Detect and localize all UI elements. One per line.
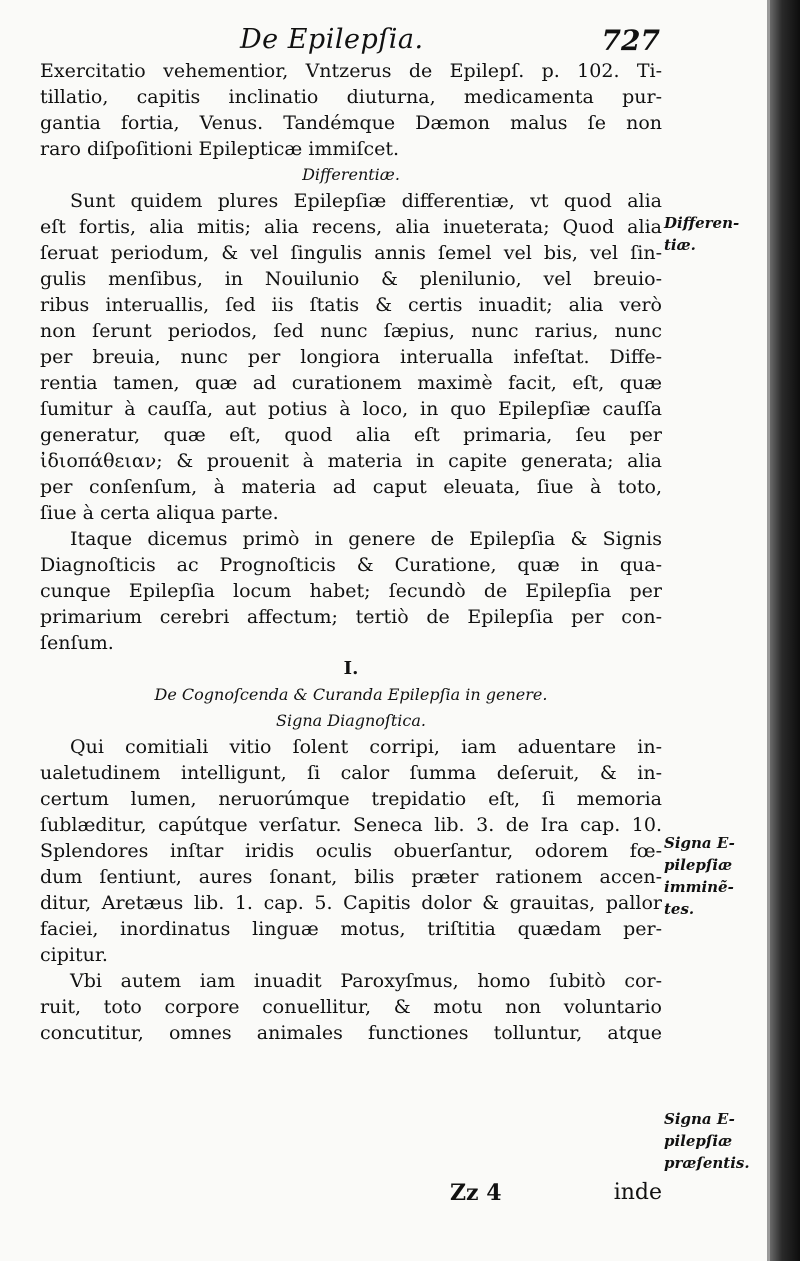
text-line: Splendores inſtar iridis oculis obuerſantur, odorem fœ- [40, 840, 662, 862]
text-line: Exercitatio vehementior, Vntzerus de Epilepſ. p. 102. Ti- [40, 60, 662, 82]
section-heading: Signa Diagnoſtica. [276, 711, 426, 730]
text-line: ſublæditur, capútque verſatur. Seneca lib. 3. de Ira cap. 10. [40, 814, 662, 836]
text-line: per breuia, nunc per longiora interualla infeſtat. Diffe- [40, 346, 662, 368]
catchword: inde [613, 1180, 662, 1205]
text-line: raro diſpoſitioni Epilepticæ immiſcet. [40, 138, 400, 160]
text-line: ditur, Aretæus lib. 1. cap. 5. Capitis dolor & grauitas, pallor [40, 892, 662, 914]
margin-note-signa-imminentes: Signa E- pilepſiæ imminẽ- tes. [664, 834, 735, 918]
section-heading: I. [343, 658, 359, 679]
text-line: per conſenſum, à materia ad caput eleuata, ſiue à toto, [40, 476, 662, 498]
page-footer [40, 1180, 662, 1214]
signature-mark: Zz 4 [450, 1180, 502, 1206]
text-line: ſiue à certa aliqua parte. [40, 502, 279, 524]
text-line: Itaque dicemus primò in genere de Epilepſia & Signis [70, 528, 662, 550]
body-text [40, 58, 662, 1046]
section-heading: De Cognoſcenda & Curanda Epilepſia in genere. [154, 685, 548, 704]
text-line: concutitur, omnes animales functiones tolluntur, atque [40, 1022, 662, 1044]
section-heading: Differentiæ. [302, 165, 400, 184]
text-line: non ſerunt periodos, ſed nunc ſæpius, nunc rarius, nunc [40, 320, 662, 342]
text-line: faciei, inordinatus linguæ motus, triſtitia quædam per- [40, 918, 662, 940]
text-line: tillatio, capitis inclinatio diuturna, medicamenta pur- [40, 86, 662, 108]
text-line: ualetudinem intelligunt, ſi calor ſumma deſeruit, & in- [40, 762, 662, 784]
text-line: cipitur. [40, 944, 108, 966]
text-line: rentia tamen, quæ ad curationem maximè facit, eſt, quæ [40, 372, 662, 394]
text-line: Qui comitiali vitio ſolent corripi, iam aduentare in- [70, 736, 662, 758]
text-line: dum ſentiunt, aures ſonant, bilis præter rationem accen- [40, 866, 662, 888]
text-line: Sunt quidem plures Epilepſiæ differentiæ, vt quod alia [70, 190, 662, 212]
book-spine [770, 0, 800, 1261]
text-line: generatur, quæ eſt, quod alia eſt primaria, ſeu per [40, 424, 662, 446]
page-number: 727 [601, 24, 660, 57]
text-line: gulis menſibus, in Nouilunio & plenilunio, vel breuio- [40, 268, 662, 290]
running-title: De Epilepſia. [240, 24, 424, 55]
text-line: Diagnoſticis ac Prognoſticis & Curatione, quæ in qua- [40, 554, 662, 576]
text-line: ἰδιοπάθειαν; & prouenit à materia in capite generata; alia [40, 450, 662, 472]
text-line: ſumitur à cauſſa, aut potius à loco, in quo Epilepſiæ cauſſa [40, 398, 662, 420]
text-line: Vbi autem iam inuadit Paroxyſmus, homo ſubitò cor- [70, 970, 662, 992]
text-line: gantia fortia, Venus. Tandémque Dæmon malus ſe non [40, 112, 662, 134]
text-line: ſeruat periodum, & vel ſingulis annis ſemel vel bis, vel ſin- [40, 242, 662, 264]
text-line: primarium cerebri affectum; tertiò de Epilepſia per con- [40, 606, 662, 628]
text-line: ruit, toto corpore conuellitur, & motu non voluntario [40, 996, 662, 1018]
text-line: ſenſum. [40, 632, 114, 654]
text-line: cunque Epilepſia locum habet; ſecundò de Epilepſia per [40, 580, 662, 602]
text-line: certum lumen, neruorúmque trepidatio eſt, ſi memoria [40, 788, 662, 810]
margin-note-signa-praesentis: Signa E- pilepſiæ præſentis. [664, 1110, 750, 1172]
margin-note-differentiae: Differen- tiæ. [664, 214, 740, 254]
text-line: ribus interuallis, ſed iis ſtatis & certis inuadit; alia verò [40, 294, 662, 316]
text-line: eſt fortis, alia mitis; alia recens, alia inueterata; Quod alia [40, 216, 662, 238]
